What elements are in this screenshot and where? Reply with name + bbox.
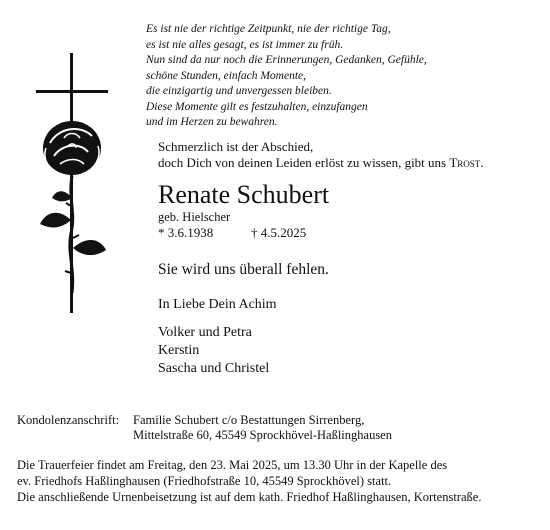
intro-text (158, 139, 484, 171)
birth-date: * 3.6.1938 (158, 225, 214, 240)
deceased-name: Renate Schubert (158, 180, 330, 209)
funeral-line-3: Die anschließende Urnenbeisetzung ist auf dem kath. Friedhof Haßlinghausen, Kortenstraße. (17, 490, 482, 504)
mourner-item: Kerstin (158, 343, 200, 358)
mourner-item: Sascha und Christel (158, 361, 270, 376)
funeral-info (17, 457, 481, 505)
poem-line: es ist nie alles gesagt, es ist immer zu früh. (146, 38, 344, 51)
funeral-line-1: Die Trauerfeier findet am Freitag, den 23. Mai 2025, um 13.30 Uhr in der Kapelle des (17, 458, 448, 472)
rose-leaf-right (73, 240, 106, 255)
mourner-item: Volker und Petra (158, 325, 252, 340)
poem-line: Es ist nie der richtige Zeitpunkt, nie der richtige Tag, (146, 23, 391, 35)
condolence-line-1: Familie Schubert c/o Bestattungen Sirrenberg, (133, 413, 365, 427)
intro-line-2-end: Trost. (449, 155, 484, 170)
poem-line: schöne Stunden, einfach Momente, (146, 69, 306, 82)
poem (146, 22, 427, 131)
condolence-line-2: Mittelstraße 60, 45549 Sprockhövel-Haßlinghausen (133, 428, 392, 442)
message: Sie wird uns überall fehlen. (158, 261, 329, 278)
poem-line: Diese Momente gilt es festzuhalten, einzufangen (146, 100, 368, 113)
intro-line-1: Schmerzlich ist der Abschied, (158, 139, 314, 154)
signature: In Liebe Dein Achim (158, 297, 277, 312)
intro-line-2: doch Dich von deinen Leiden erlöst zu wissen, gibt uns Trost. (158, 155, 484, 170)
funeral-line-2: ev. Friedhofs Haßlinghausen (Friedhofstraße 10, 45549 Sprockhövel) statt. (17, 474, 392, 488)
rose-blossom (43, 121, 101, 175)
cross-horizontal-beam (36, 90, 108, 93)
death-date: † 4.5.2025 (251, 225, 307, 240)
condolence-address (133, 413, 392, 443)
cross-with-rose-icon (28, 48, 118, 328)
mourners-list (158, 324, 269, 378)
poem-line: und im Herzen zu bewahren. (146, 116, 278, 128)
rose-leaf-left (40, 213, 71, 228)
poem-line: Nun sind da nur noch die Erinnerungen, Gedanken, Gefühle, (146, 54, 427, 66)
poem-line: die einzigartig und unvergessen bleiben. (146, 85, 332, 97)
condolence-label: Kondolenzanschrift: (17, 413, 120, 427)
birth-name: geb. Hielscher (158, 210, 231, 224)
